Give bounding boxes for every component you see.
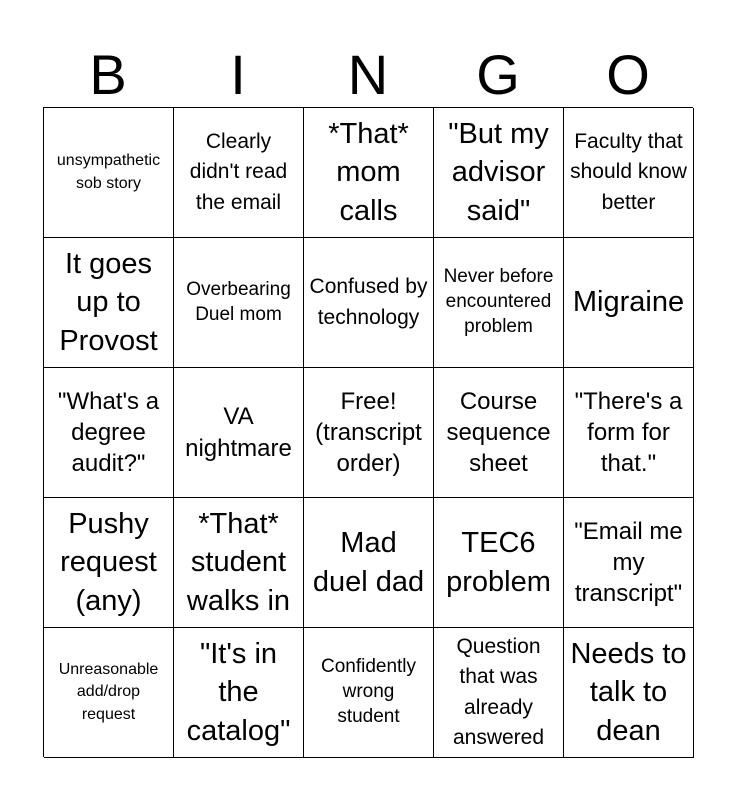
bingo-cell-r5-c5[interactable] [564, 628, 694, 758]
bingo-cell-r5-c2[interactable] [174, 628, 304, 758]
bingo-cell-r5-c1[interactable] [44, 628, 174, 758]
bingo-header [43, 42, 693, 108]
bingo-cell-label: Faculty that should know better [570, 129, 687, 214]
header-letter-g: G [476, 43, 520, 106]
bingo-cell-label: Pushy request (any) [60, 507, 157, 617]
bingo-cell-r3-c5[interactable] [564, 368, 694, 498]
bingo-cell-r2-c5[interactable] [564, 238, 694, 368]
bingo-cell-r2-c3[interactable] [304, 238, 434, 368]
bingo-cell-r1-c4[interactable] [434, 108, 564, 238]
bingo-cell-r2-c2[interactable] [174, 238, 304, 368]
bingo-cell-label: TEC6 problem [446, 526, 551, 598]
bingo-cell-r1-c2[interactable] [174, 108, 304, 238]
bingo-cell-label: Never before encountered problem [443, 266, 554, 337]
bingo-cell-r4-c4[interactable] [434, 498, 564, 628]
bingo-cell-label: Confused by technology [309, 275, 428, 329]
bingo-cell-label: Needs to talk to dean [570, 637, 687, 747]
bingo-cell-r5-c4[interactable] [434, 628, 564, 758]
bingo-cell-label: Unreasonable add/drop request [58, 660, 159, 723]
bingo-cell-label: Clearly didn't read the email [189, 129, 288, 214]
bingo-cell-label: Question that was already answered [452, 634, 545, 749]
bingo-cell-r2-c1[interactable] [44, 238, 174, 368]
bingo-cell-r1-c3[interactable] [304, 108, 434, 238]
bingo-cell-r3-c4[interactable] [434, 368, 564, 498]
header-letter-o: O [606, 43, 650, 106]
bingo-cell-label: Free! (transcript order) [315, 387, 422, 478]
bingo-cell-label: "It's in the catalog" [186, 637, 291, 747]
bingo-cell-label: Migraine [572, 286, 685, 319]
bingo-cell-label: "What's a degree audit?" [57, 387, 160, 478]
bingo-cell-r5-c3[interactable] [304, 628, 434, 758]
bingo-board [43, 107, 693, 757]
bingo-cell-r4-c2[interactable] [174, 498, 304, 628]
header-letter-n: N [347, 43, 389, 106]
bingo-cell-r1-c1[interactable] [44, 108, 174, 238]
bingo-cell-r3-c1[interactable] [44, 368, 174, 498]
bingo-cell-label: *That* student walks in [186, 507, 291, 617]
bingo-cell-label: Mad duel dad [312, 526, 425, 598]
bingo-cell-r2-c4[interactable] [434, 238, 564, 368]
bingo-cell-label: "But my advisor said" [448, 117, 549, 227]
bingo-cell-label: Confidently wrong student [320, 656, 417, 727]
bingo-cell-label: VA nightmare [185, 403, 292, 462]
bingo-cell-label: "Email me my transcript" [574, 517, 683, 608]
bingo-cell-label: Course sequence sheet [446, 387, 551, 478]
bingo-cell-r3-c3[interactable] [304, 368, 434, 498]
bingo-cell-label: "There's a form for that." [574, 387, 683, 478]
bingo-cell-label: *That* mom calls [328, 117, 409, 227]
bingo-cell-label: It goes up to Provost [59, 247, 158, 357]
bingo-cell-r4-c1[interactable] [44, 498, 174, 628]
header-letter-b: B [89, 43, 127, 106]
bingo-cell-r1-c5[interactable] [564, 108, 694, 238]
bingo-cell-label: unsympathetic sob story [56, 152, 161, 192]
bingo-cell-r4-c3[interactable] [304, 498, 434, 628]
bingo-cell-label: Overbearing Duel mom [186, 278, 291, 325]
bingo-cell-r4-c5[interactable] [564, 498, 694, 628]
header-letter-i: I [230, 43, 246, 106]
bingo-cell-r3-c2[interactable] [174, 368, 304, 498]
